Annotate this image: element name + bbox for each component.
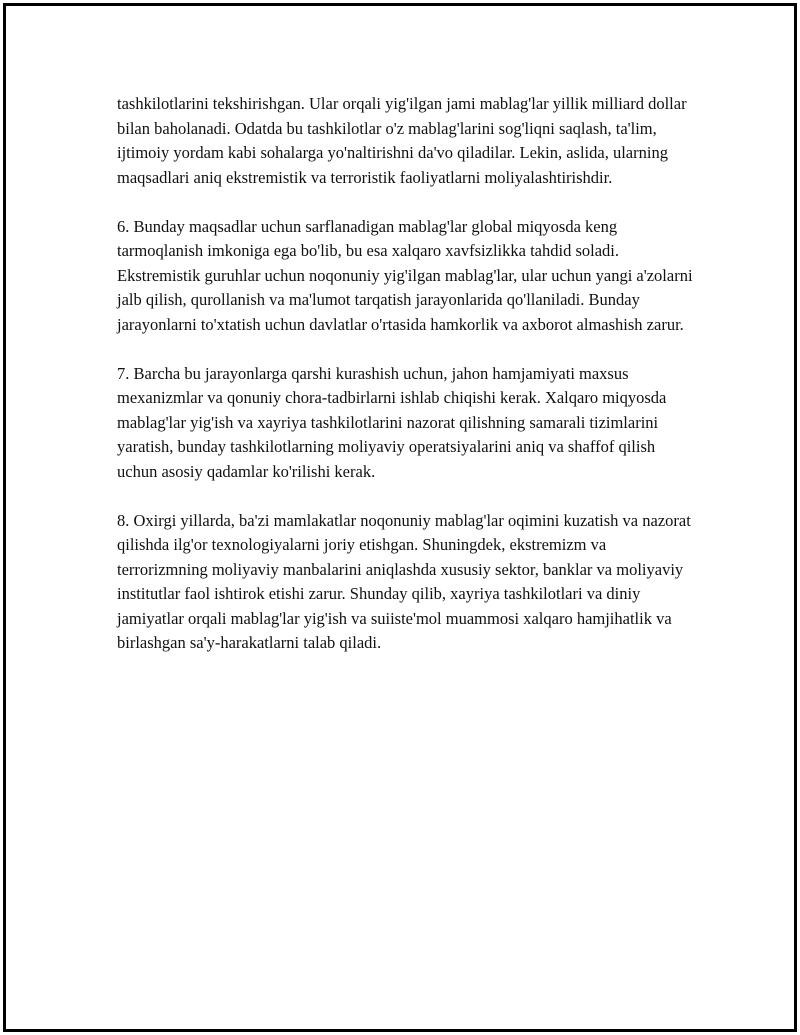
document-body xyxy=(117,92,697,656)
paragraph-continuation: tashkilotlarini tekshirishgan. Ular orqali yig'ilgan jami mablag'lar yillik milliard dollar bilan baholanadi. Odatda bu tashkilotlar o'z mablag'larini sog'liqni saqlash, ta'lim, ijtimoiy yordam kabi sohalarga yo'naltirishni da'vo qiladilar. Lekin, aslida, ularning maqsadlari aniq ekstremistik va terroristik faoliyatlarni moliyalashtirishdir. xyxy=(117,94,687,187)
paragraph-7: 7. Barcha bu jarayonlarga qarshi kurashish uchun, jahon hamjamiyati maxsus mexanizmlar va qonuniy chora-tadbirlarni ishlab chiqishi kerak. Xalqaro miqyosda mablag'lar yig'ish va xayriya tashkilotlarini nazorat qilishning samarali tizimlarini yaratish, bunday tashkilotlarning moliyaviy operatsiyalarini aniq va shaffof qilish uchun asosiy qadamlar ko'rilishi kerak. xyxy=(117,363,667,481)
paragraph-8: 8. Oxirgi yillarda, ba'zi mamlakatlar noqonuniy mablag'lar oqimini kuzatish va nazorat qilishda ilg'or texnologiyalarni joriy etishgan. Shuningdek, ekstremizm va terrorizmning moliyaviy manbalarini aniqlashda xususiy sektor, banklar va moliyaviy institutlar faol ishtirok etishi zarur. Shunday qilib, xayriya tashkilotlari va diniy jamiyatlar orqali mablag'lar yig'ish va suiiste'mol muammosi xalqaro hamjihatlik va birlashgan sa'y-harakatlarni talab qiladi. xyxy=(117,510,691,652)
paragraph-6: 6. Bunday maqsadlar uchun sarflanadigan mablag'lar global miqyosda keng tarmoqlanish imkoniga ega bo'lib, bu esa xalqaro xavfsizlikka tahdid soladi. Ekstremistik guruhlar uchun noqonuniy yig'ilgan mablag'lar, ular uchun yangi a'zolarni jalb qilish, qurollanish va ma'lumot tarqatish jarayonlarida qo'llaniladi. Bunday jarayonlarni to'xtatish uchun davlatlar o'rtasida hamkorlik va axborot almashish zarur. xyxy=(117,216,693,334)
